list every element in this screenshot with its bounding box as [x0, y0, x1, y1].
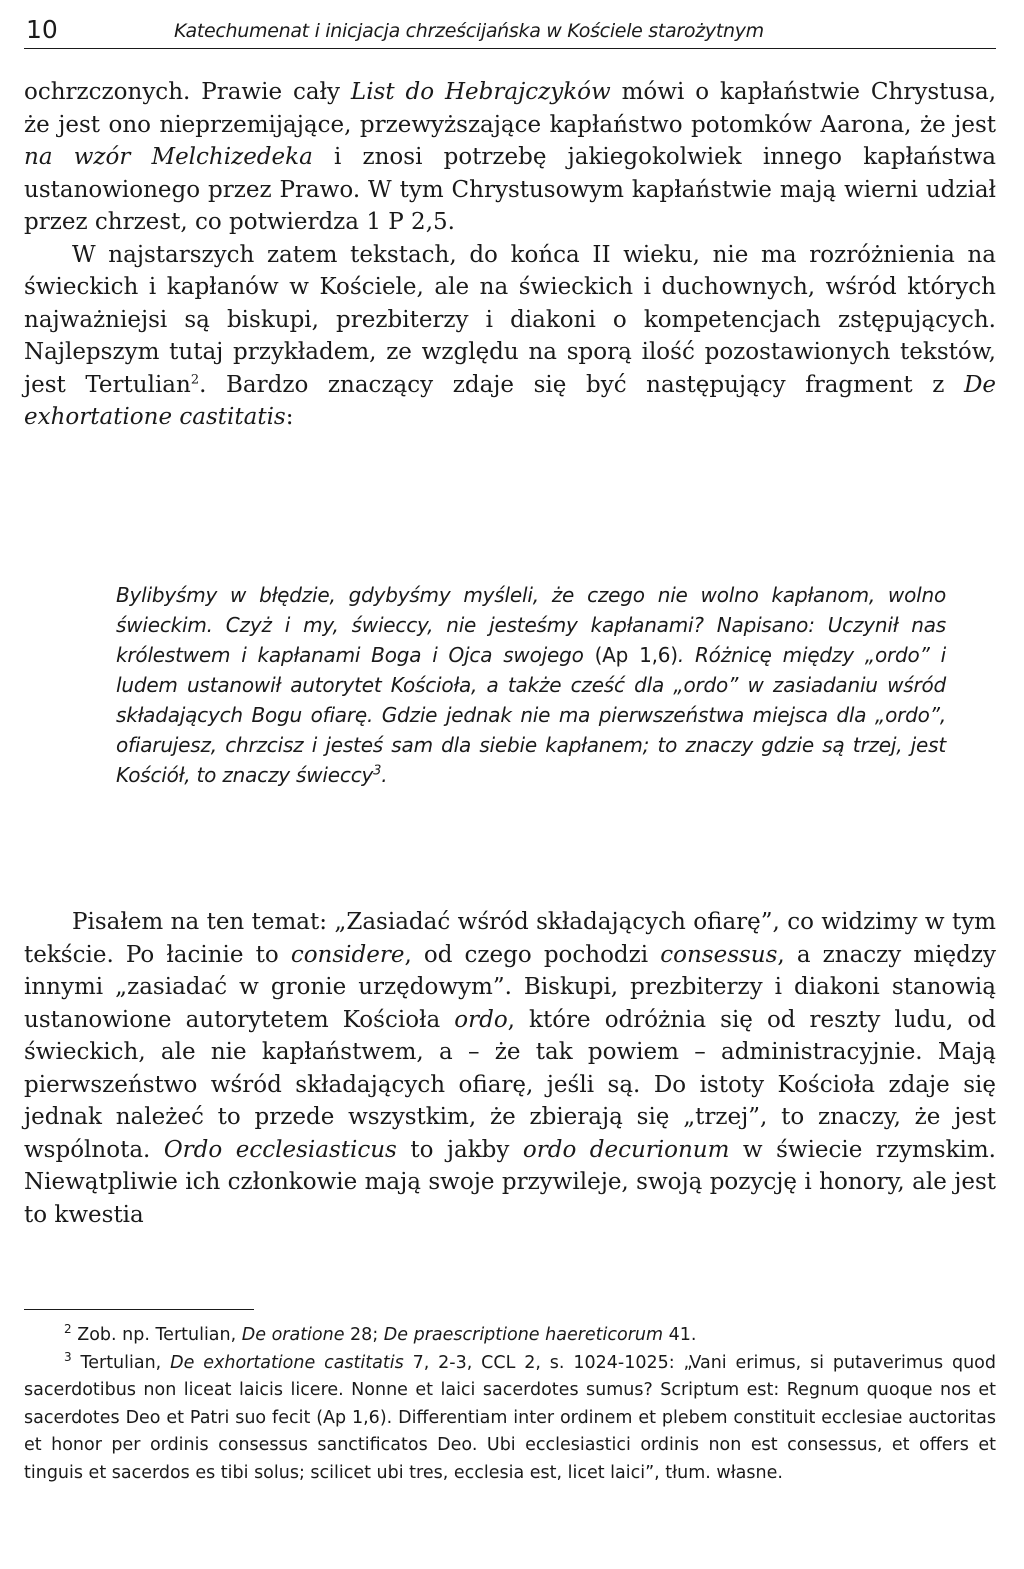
page-number: 10 — [26, 15, 58, 44]
paragraph-1: ochrzczonych. Prawie cały List do Hebrajczyków mówi o kapłaństwie Chrystusa, że jest ono nieprzemijające, przewyższające kapłaństwo potomków Aarona, że jest na wzór Melchizedeka i znosi potrzebę jakiegokolwiek innego kapłaństwa ustanowionego przez Prawo. W tym Chrystusowym kapłaństwie mają wierni udział przez chrzest, co potwierdza 1 P 2,5. — [24, 79, 997, 235]
main-text-lower — [24, 906, 996, 1231]
footnote-2: $^2$ Zob. np. Tertulian, De oratione 28; De praescriptione haereticorum 41. — [64, 1322, 697, 1345]
running-title: Katechumenat i inicjacja chrześcijańska w Kościele starożytnym — [174, 20, 764, 42]
italic-phrase: na wzór Melchizedeka — [24, 144, 313, 170]
document-page — [24, 0, 996, 1569]
main-text-upper — [24, 76, 996, 434]
italic-title: De exhortatione castitatis — [24, 371, 996, 430]
page-header — [24, 12, 996, 49]
footnote-3: $^3$ Tertulian, De exhortatione castitatis 7, 2-3, CCL 2, s. 1024-1025: „Vani erimus, si putaverimus quod sacerdotibus non liceat laicis licere. Nonne et laici sacerdotes sumus? Scriptum est: Regnum quoque nos et sacerdotes Deo et Patri suo fecit (Ap 1,6). Differentiam inter ordinem et plebem constituit ecclesiae auctoritas et honor per ordinis consessus sanctificatos Deo. Ubi ecclesiastici ordinis non est consessus, et offers et tinguis et sacerdos es tibi solus; scilicet ubi tres, ecclesia est, licet laici”, tłum. własne. — [24, 1349, 996, 1483]
italic-title: List do Hebrajczyków — [350, 79, 611, 105]
paragraph-2: W najstarszych zatem tekstach, do końca II wieku, nie ma rozróżnienia na świeckich i kapłanów w Kościele, ale na świeckich i duchownych, wśród których najważniejsi są biskupi, prezbiterzy i diakoni o kompetencjach zstępujących. Najlepszym tutaj przykładem, ze względu na sporą ilość pozostawionych tekstów, jest Tertulian$^2$. Bardzo znaczący zdaje się być następujący fragment z De exhortatione castitatis: — [24, 241, 996, 430]
block-quote: Bylibyśmy w błędzie, gdybyśmy myśleli, że czego nie wolno kapłanom, wolno świeckim. Czyż i my, świeccy, nie jesteśmy kapłanami? Napisano: Uczynił nas królestwem i kapłanami Boga i Ojca swojego (Ap 1,6). Różnicę między „ordo” i ludem ustanowił autorytet Kościoła, a także cześć dla „ordo” w zasiadaniu wśród składających Bogu ofiarę. Gdzie jednak nie ma pierwszeństwa miejsca dla „ordo”, ofiarujesz, chrzcisz i jesteś sam dla siebie kapłanem; to znaczy gdzie są trzej, jest Kościół, to znaczy świeccy$^3$. — [116, 583, 947, 787]
paragraph-3: Pisałem na ten temat: „Zasiadać wśród składających ofiarę”, co widzimy w tym tekście. Po łacinie to considere, od czego pochodzi consessus, a znaczy między innymi „zasiadać w gronie urzędowym”. Biskupi, prezbiterzy i diakoni stanowią ustanowione autorytetem Kościoła ordo, które odróżnia się od reszty ludu, od świeckich, ale nie kapłaństwem, a – że tak powiem – administracyjnie. Mają pierwszeństwo wśród składających ofiarę, jeśli są. Do istoty Kościoła zdaje się jednak należeć to przede wszystkim, że zbierają się „trzej”, to znaczy, że jest wspólnota. Ordo ecclesiasticus to jakby ordo decurionum w świecie rzymskim. Niewątpliwie ich członkowie mają swoje przywileje, swoją pozycję i honory, ale jest to kwestia — [24, 909, 996, 1228]
scripture-reference: (Ap 1,6) — [594, 643, 678, 667]
footnote-ref-3: 3 — [373, 763, 382, 779]
footnote-ref-2: 2 — [190, 371, 200, 387]
footnote-divider — [24, 1309, 254, 1310]
footnotes — [24, 1322, 996, 1487]
